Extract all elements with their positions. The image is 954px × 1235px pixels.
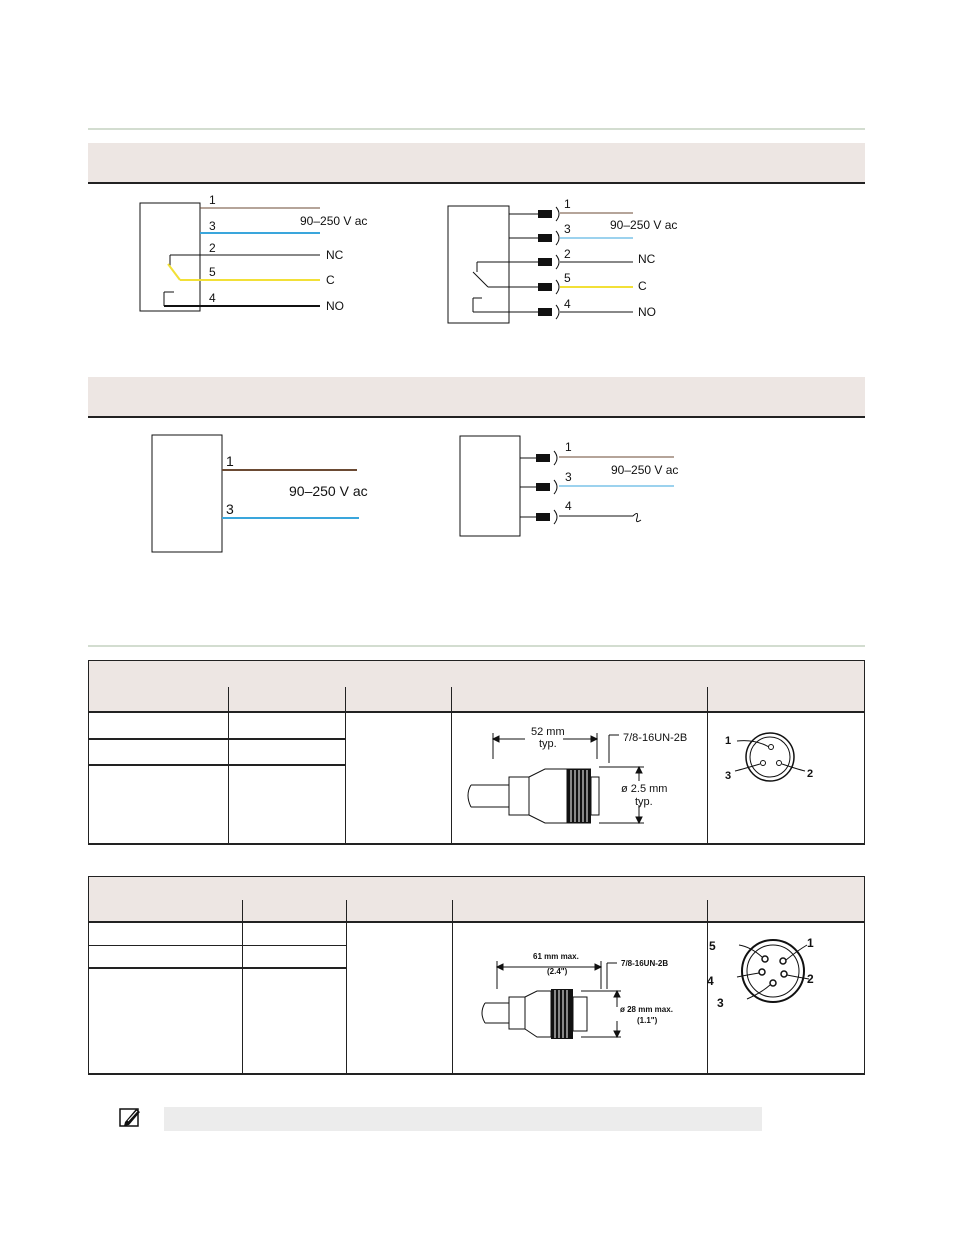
connector-dimension-drawing: [461, 949, 697, 1049]
pin-number: 3: [725, 770, 732, 782]
pin-label: 5: [209, 265, 216, 279]
pin-label: 3: [226, 501, 234, 517]
wiring-diagram-relay-cable: [120, 188, 380, 318]
no-label: NO: [638, 305, 656, 319]
table-header-row: [89, 900, 864, 923]
pin-number: 5: [709, 939, 716, 953]
row-divider: [89, 738, 345, 740]
pin-label: 1: [564, 197, 571, 211]
column-divider: [451, 687, 452, 845]
pin-number: 1: [725, 735, 732, 747]
pin-label: 3: [564, 222, 571, 236]
connector-pinout-3pin: [719, 727, 829, 787]
pin-label: 2: [564, 247, 571, 261]
voltage-label: 90–250 V ac: [611, 463, 679, 477]
pin-label: 3: [209, 219, 216, 233]
length-dimension-sublabel: typ.: [539, 738, 557, 750]
pin-label: 5: [564, 271, 571, 285]
pin-number: 2: [807, 768, 814, 780]
connector-pinout-5pin: [707, 933, 835, 1013]
pin-number: 4: [707, 974, 714, 988]
row-divider: [89, 967, 346, 969]
section-header-band-2: [88, 377, 865, 418]
table-title-band: [89, 661, 864, 688]
column-divider: [242, 900, 243, 1074]
c-label: C: [638, 279, 647, 293]
pin-number: 1: [807, 936, 814, 950]
pin-label: 4: [564, 297, 571, 311]
wiring-diagram-power-cable: [145, 430, 385, 560]
pin-label: 4: [565, 499, 572, 513]
voltage-label: 90–250 V ac: [289, 483, 368, 499]
no-label: NO: [326, 299, 344, 313]
diameter-label: ø 2.5 mm: [621, 783, 668, 795]
table-title-band: [89, 877, 864, 901]
row-divider: [89, 945, 346, 946]
thread-spec-label: 7/8-16UN-2B: [623, 732, 688, 744]
pin-label: 1: [209, 193, 216, 207]
note-text-area: [164, 1107, 762, 1131]
column-divider: [452, 900, 453, 1074]
column-divider: [346, 900, 347, 1074]
column-divider: [345, 687, 346, 845]
pin-label: 2: [209, 241, 216, 255]
section-rule: [88, 645, 865, 647]
connector-table-1: [88, 660, 865, 845]
pin-label: 1: [226, 453, 234, 469]
diameter-sublabel: typ.: [635, 796, 653, 808]
voltage-label: 90–250 V ac: [300, 214, 368, 228]
row-divider: [89, 764, 345, 766]
pin-number: 3: [717, 996, 724, 1010]
c-label: C: [326, 273, 335, 287]
nc-label: NC: [326, 248, 344, 262]
pin-label: 1: [565, 440, 572, 454]
nc-label: NC: [638, 252, 656, 266]
pencil-note-icon: [119, 1106, 143, 1128]
voltage-label: 90–250 V ac: [610, 218, 678, 232]
diameter-sublabel: (1.1"): [637, 1016, 658, 1025]
length-dimension-sublabel: (2.4"): [547, 967, 568, 976]
section-header-band-1: [88, 143, 865, 184]
column-divider: [228, 687, 229, 845]
pin-label: 3: [565, 470, 572, 484]
top-rule: [88, 128, 865, 130]
pin-number: 2: [807, 972, 814, 986]
length-dimension-label: 61 mm max.: [533, 952, 579, 961]
connector-table-2: [88, 876, 865, 1075]
length-dimension-label: 52 mm: [531, 726, 565, 738]
pin-label: 4: [209, 291, 216, 305]
connector-dimension-drawing: [459, 719, 699, 831]
wiring-diagram-relay-connector: [440, 190, 700, 330]
wiring-diagram-power-connector: [455, 432, 695, 542]
table-header-row: [89, 687, 864, 713]
column-divider: [707, 687, 708, 845]
thread-spec-label: 7/8-16UN-2B: [621, 959, 669, 968]
diameter-label: ø 28 mm max.: [620, 1005, 673, 1014]
